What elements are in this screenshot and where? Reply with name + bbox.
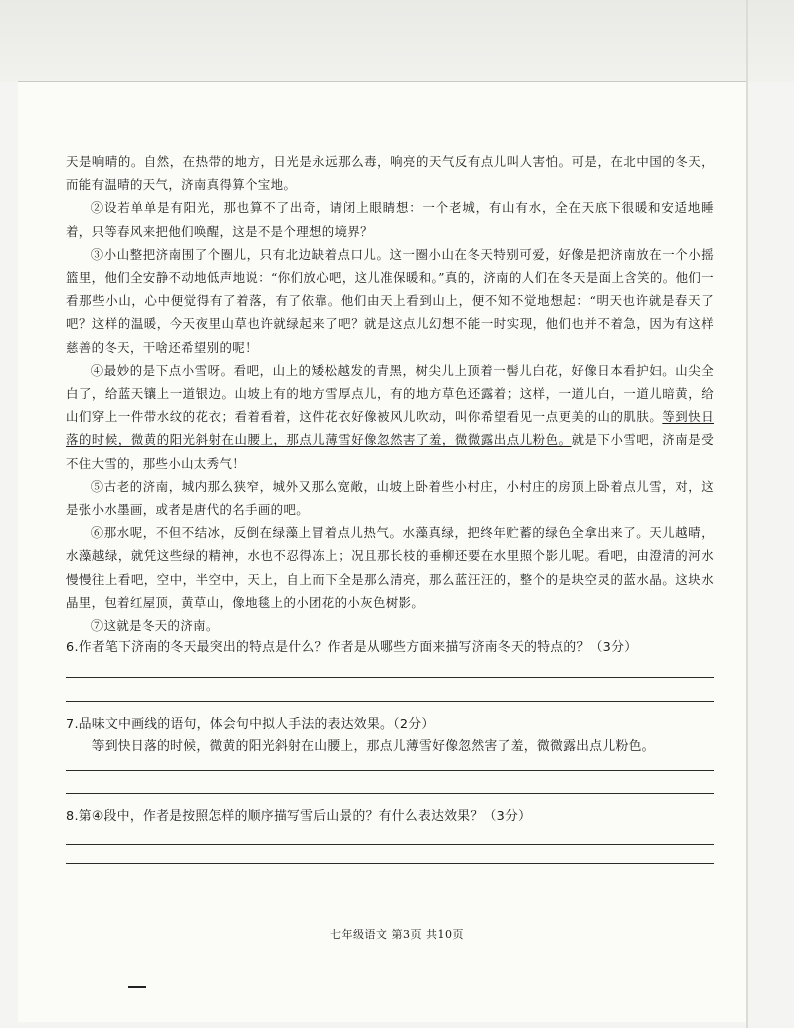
answer-line[interactable] [66, 701, 714, 702]
paragraph-4-text-a: ④最妙的是下点小雪呀。看吧，山上的矮松越发的青黑，树尖儿上顶着一髻儿白花，好像日本看护妇。山尖全白了，给蓝天镶上一道银边。山坡上有的地方雪厚点儿，有的地方草色还露着；这样，一道儿白，一道儿暗黄，给山们穿上一件带水纹的花衣；看着看着，这件花衣好像被风儿吹动，叫你希望看见一点更美的山的肌肤。 [66, 362, 714, 425]
answer-line[interactable] [66, 844, 714, 845]
question-7-quote: 等到快日落的时候，微黄的阳光斜射在山腰上，那点儿薄雪好像忽然害了羞，微微露出点儿粉色。 [91, 739, 655, 755]
page-footer: 七年级语文 第3页 共10页 [330, 928, 464, 941]
question-6 [66, 637, 714, 702]
passage-paragraph-6: ⑥那水呢，不但不结冰，反倒在绿藻上冒着点儿热气。水藻真绿，把终年贮蓄的绿色全拿出来了。天儿越晴，水藻越绿，就凭这些绿的精神，水也不忍得冻上；况且那长枝的垂柳还要在水里照个影儿呢。看吧，由澄清的河水慢慢往上看吧，空中，半空中，天上，自上而下全是那么清亮，那么蓝汪汪的，整个的是块空灵的蓝水晶。这块水晶里，包着红屋顶，黄草山，像地毯上的小团花的小灰色树影。 [66, 525, 714, 610]
passage-paragraph-1: 天是响晴的。自然，在热带的地方，日光是永远那么毒，响亮的天气反有点儿叫人害怕。可是，在北中国的冬天，而能有温晴的天气，济南真得算个宝地。 [66, 154, 714, 193]
question-8 [66, 806, 714, 864]
question-7-text: 7.品味文中画线的语句，体会句中拟人手法的表达效果。（2分） [66, 717, 435, 733]
question-6-text: 6.作者笔下济南的冬天最突出的特点是什么？作者是从哪些方面来描写济南冬天的特点的？（3分） [66, 640, 638, 656]
passage-paragraph-5: ⑤古老的济南，城内那么狭窄，城外又那么宽敞，山坡上卧着些小村庄，小村庄的房顶上卧着点儿雪，对，这是张小水墨画，或者是唐代的名手画的吧。 [66, 478, 714, 518]
answer-line[interactable] [66, 677, 714, 678]
passage-paragraph-7: ⑦这就是冬天的济南。 [90, 618, 219, 634]
paragraph-4-text-b: 就是下小雪吧，济南是受不住大雪的，那些小山太秀气！ [66, 432, 714, 471]
page-edge-shadow [746, 0, 748, 1028]
pen-mark [128, 986, 146, 988]
passage-paragraph-4 [66, 359, 714, 475]
answer-line[interactable] [66, 863, 714, 864]
question-8-text: 8.第④段中，作者是按照怎样的顺序描写雪后山景的？有什么表达效果？（3分） [66, 809, 532, 825]
answer-line[interactable] [66, 793, 714, 794]
scan-top-margin [0, 0, 794, 82]
answer-line[interactable] [66, 770, 714, 771]
page-content [66, 150, 714, 864]
passage-paragraph-3: ③小山整把济南围了个圈儿，只有北边缺着点口儿。这一圈小山在冬天特别可爱，好像是把济南放在一个小摇篮里，他们全安静不动地低声地说：“你们放心吧，这儿准保暖和。”真的，济南的人们在冬天是面上含笑的。他们一看那些小山，心中便觉得有了着落，有了依靠。他们由天上看到山上，便不知不觉地想起：“明天也许就是春天了吧？这样的温暖，今天夜里山草也许就绿起来了吧？就是这点儿幻想不能一时实现，他们也并不着急，因为有这样慈善的冬天，干啥还希望别的呢！ [66, 246, 714, 355]
question-7 [66, 714, 714, 794]
passage-paragraph-2: ②设若单单是有阳光，那也算不了出奇，请闭上眼睛想：一个老城，有山有水，全在天底下很暖和安适地睡着，只等春风来把他们唤醒，这是不是个理想的境界？ [66, 200, 714, 239]
underlined-sentence: 等到快日落的时候，微黄的阳光斜射在山腰上，那点儿薄雪好像忽然害了羞，微微露出点儿粉色。 [66, 409, 714, 448]
